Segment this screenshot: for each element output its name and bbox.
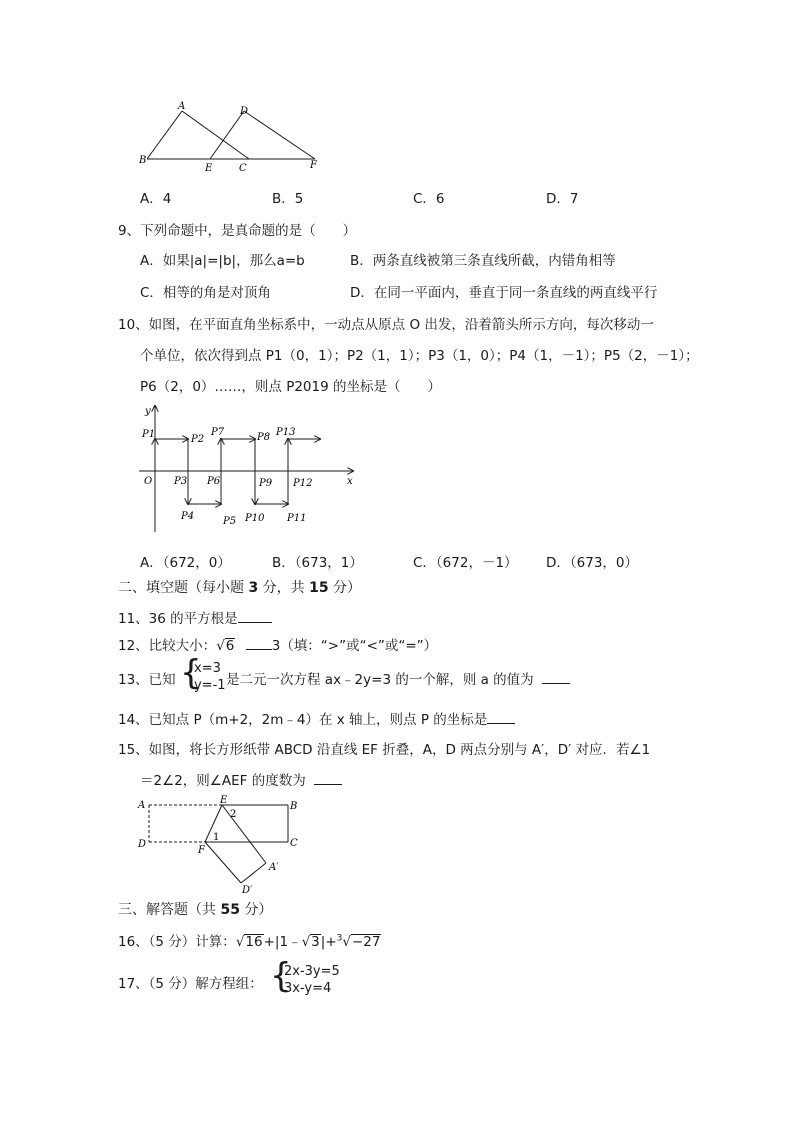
q16-mid: +|1﹣ — [263, 934, 302, 950]
sqrt-icon: √ — [216, 638, 225, 654]
angle-2-label: 2 — [230, 809, 237, 820]
q15-line2-wrap — [140, 769, 342, 789]
label-A-prime: A′ — [269, 862, 279, 873]
q13-line — [226, 668, 570, 688]
label-D: D — [240, 106, 249, 117]
section-3-heading — [118, 899, 272, 919]
q13-eq1: x=3 — [194, 661, 221, 676]
angle-1-label: 1 — [213, 832, 220, 843]
point-label-p5: P5 — [223, 516, 237, 527]
q11-text: 11、36 的平方根是 — [118, 611, 238, 627]
section-2-mid: 分，共 — [258, 580, 310, 596]
q16-radicand-2: 3 — [311, 934, 320, 950]
point-label-p3: P3 — [174, 476, 188, 487]
q16-radicand-1: 16 — [245, 934, 263, 950]
label-F: F — [198, 845, 205, 856]
q9-stem: 9、下列命题中，是真命题的是（ ） — [118, 223, 357, 239]
q15-answer-blank[interactable] — [314, 772, 342, 785]
q16-radicand-3: −27 — [351, 934, 381, 950]
section-2-heading — [118, 577, 361, 597]
q12-answer-blank[interactable] — [246, 637, 272, 650]
q13-answer-blank[interactable] — [542, 671, 570, 684]
point-label-p6: P6 — [207, 476, 221, 487]
q14 — [118, 708, 515, 728]
q8-option-a[interactable]: A．4 — [140, 191, 172, 207]
section-2-prefix: 二、填空题（每小题 — [118, 580, 249, 596]
point-label-p12: P12 — [293, 478, 313, 489]
q8-option-b[interactable]: B．5 — [272, 191, 304, 207]
q10-coordinate-diagram — [135, 400, 365, 540]
q16-root-index: 3 — [336, 933, 343, 944]
q13-system — [194, 660, 226, 694]
section-3-suffix: 分） — [239, 902, 273, 918]
q10-option-d[interactable]: D．（673，0） — [546, 555, 639, 571]
label-B: B — [139, 155, 147, 166]
axis-x-label: x — [347, 476, 353, 487]
label-E: E — [205, 163, 213, 174]
q13-suffix: 是二元一次方程 ax﹣2y=3 的一个解，则 a 的值为 — [226, 672, 534, 688]
q10-stem-line3: P6（2，0）……，则点 P2019 的坐标是（ ） — [140, 379, 441, 395]
sqrt-icon: √ — [235, 934, 245, 950]
q10-stem-line2: 个单位，依次得到点 P1（0，1）；P2（1，1）；P3（1，0）；P4（1，－1）；P5（2，－1）； — [140, 348, 699, 364]
q17-eq1: 2x-3y=5 — [284, 964, 340, 979]
section-2-total: 15 — [309, 580, 329, 596]
q17-system — [284, 963, 340, 997]
q9-option-b[interactable]: B．两条直线被第三条直线所截，内错角相等 — [350, 253, 616, 269]
axis-y-label: y — [145, 406, 151, 417]
label-D-prime: D′ — [242, 885, 253, 896]
point-label-p9: P9 — [259, 478, 273, 489]
q13-brace-icon: { — [180, 653, 202, 693]
sqrt-icon: √ — [342, 934, 351, 950]
label-C: C — [239, 163, 247, 174]
point-label-p13: P13 — [276, 427, 296, 438]
q8-option-c[interactable]: C．6 — [413, 191, 445, 207]
q14-text: 14、已知点 P（m+2，2m﹣4）在 x 轴上，则点 P 的坐标是 — [118, 712, 488, 728]
q10-option-c[interactable]: C．（672，－1） — [413, 555, 518, 571]
q16-mid2: |+ — [320, 934, 337, 950]
q12-radicand: 6 — [225, 638, 235, 654]
q15-line2: ＝2∠2，则∠AEF 的度数为 — [140, 773, 306, 789]
q9-option-d[interactable]: D．在同一平面内，垂直于同一条直线的两直线平行 — [350, 285, 658, 301]
label-E: E — [220, 795, 228, 806]
q16-prefix: 16、（5 分）计算： — [118, 934, 236, 950]
point-label-p8: P8 — [257, 432, 271, 443]
q13-prefix: 13、已知 — [118, 672, 176, 688]
q15-folded-strip-diagram — [135, 795, 310, 897]
section-3-prefix: 三、解答题（共 — [118, 902, 221, 918]
label-D: D — [138, 839, 147, 850]
section-2-suffix: 分） — [328, 580, 362, 596]
point-label-p1: P1 — [142, 429, 156, 440]
q10-stem-line1: 10、如图，在平面直角坐标系中，一动点从原点 O 出发，沿着箭头所示方向，每次移动一 — [118, 317, 654, 333]
q14-answer-blank[interactable] — [487, 711, 515, 724]
q12-prefix: 12、比较大小： — [118, 638, 217, 654]
q15-line1: 15、如图，将长方形纸带 ABCD 沿直线 EF 折叠，A，D 两点分别与 A′，D′ 对应．若∠1 — [118, 742, 651, 758]
q8-triangle-diagram — [135, 100, 325, 178]
q12 — [118, 634, 437, 654]
q17-prefix: 17、（5 分）解方程组： — [118, 976, 263, 992]
point-label-p7: P7 — [211, 427, 225, 438]
section-3-total: 55 — [220, 902, 240, 918]
label-C: C — [290, 838, 298, 849]
label-B: B — [290, 801, 298, 812]
label-A: A — [178, 101, 186, 112]
point-label-p11: P11 — [287, 513, 307, 524]
origin-label: O — [144, 476, 153, 487]
point-label-p10: P10 — [245, 513, 265, 524]
q8-option-d[interactable]: D．7 — [546, 191, 579, 207]
q13-eq2: y=-1 — [194, 678, 226, 693]
q9-option-a[interactable]: A．如果|a|=|b|，那么a=b — [140, 253, 305, 269]
q16 — [118, 930, 381, 950]
q17-eq2: 3x-y=4 — [284, 981, 332, 996]
label-A: A — [138, 800, 146, 811]
q17-brace-icon: { — [270, 956, 292, 996]
q9-option-c[interactable]: C．相等的角是对顶角 — [140, 285, 271, 301]
label-F: F — [310, 160, 317, 171]
q10-option-b[interactable]: B．（673，1） — [272, 555, 363, 571]
point-label-p2: P2 — [191, 434, 205, 445]
sqrt-icon: √ — [301, 934, 311, 950]
q12-suffix: 3（填：“>”或“<”或“=”） — [271, 638, 438, 654]
q11 — [118, 607, 272, 627]
q10-option-a[interactable]: A．（672，0） — [140, 555, 231, 571]
point-label-p4: P4 — [181, 511, 195, 522]
q11-answer-blank[interactable] — [238, 610, 272, 623]
section-2-points: 3 — [248, 580, 259, 596]
